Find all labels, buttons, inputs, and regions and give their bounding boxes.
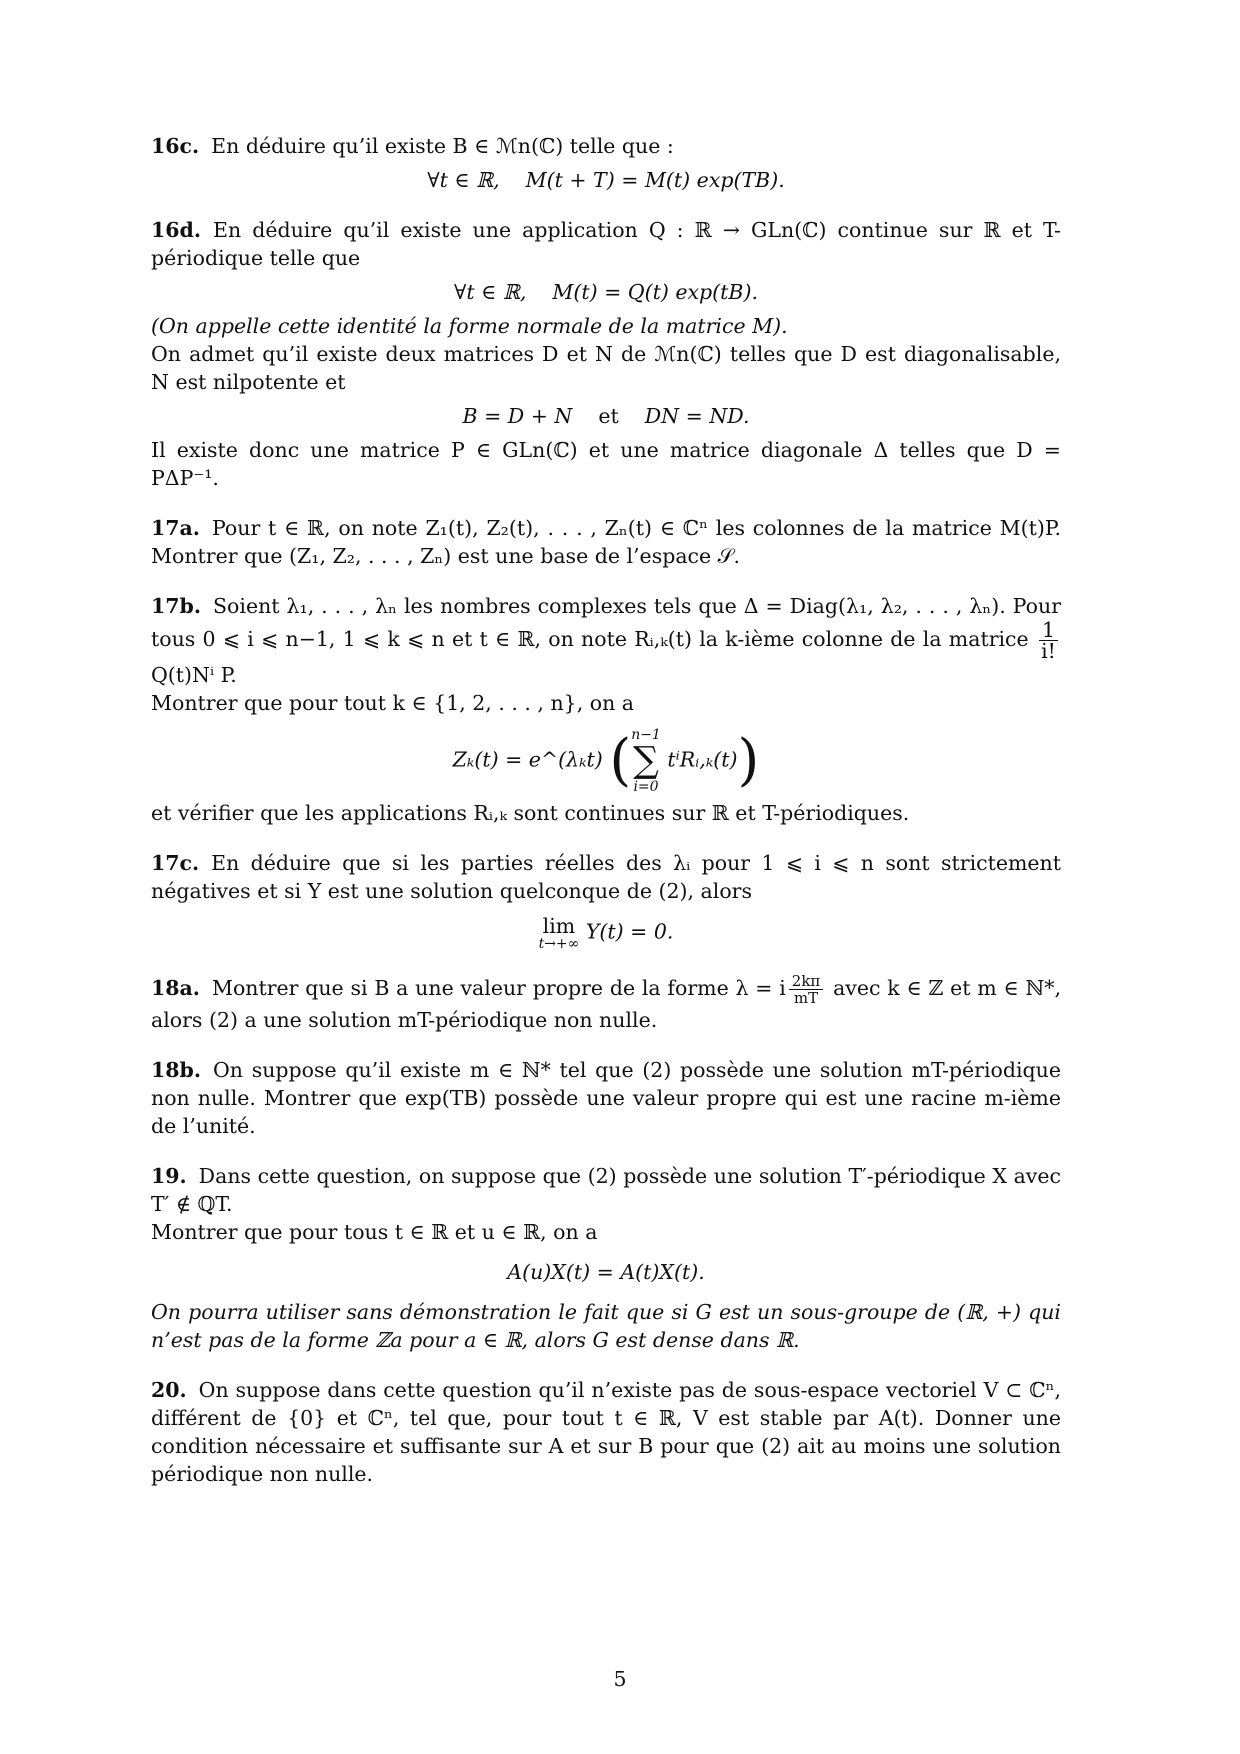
question-text: 19. Dans cette question, on suppose que (2) possède une solution T′-périodique X avec T′ ∉ ℚT. xyxy=(151,1164,1061,1216)
exam-page xyxy=(151,132,1061,1510)
exists-text: Il existe donc une matrice P ∈ GLn(ℂ) et une matrice diagonale Δ telles que D = PΔP⁻¹. xyxy=(151,438,1061,490)
page-number: 5 xyxy=(613,1667,627,1691)
limit-equation: lim t→+∞ Y(t) = 0. xyxy=(538,914,674,952)
question-number: 17b. xyxy=(151,594,201,618)
question-16c xyxy=(151,132,1061,194)
question-18a xyxy=(151,973,1061,1034)
question-number: 19. xyxy=(151,1164,187,1188)
question-number: 18a. xyxy=(151,976,200,1000)
question-text: 17b. Soient λ₁, . . . , λₙ les nombres complexes tels que Δ = Diag(λ₁, λ₂, . . . , λₙ). Pour tous 0 ⩽ i ⩽ n−1, 1 ⩽ k ⩽ n et t ∈ ℝ, on note Rᵢ,ₖ(t) la k-ième colonne de la matrice $\frac{1}{i!}$ Q(t)Nⁱ P. xyxy=(151,594,1061,687)
equation: ∀t ∈ ℝ, M(t) = Q(t) exp(tB). xyxy=(454,280,758,304)
question-number: 20. xyxy=(151,1378,187,1402)
question-text: 20. On suppose dans cette question qu’il n’existe pas de sous-espace vectoriel V ⊂ ℂⁿ, différent de {0} et ℂⁿ, tel que, pour tout t ∈ ℝ, V est stable par A(t). Donner une condition nécessaire et suffisante sur A et sur B pour que (2) ait au moins une solution périodique non nulle. xyxy=(151,1378,1061,1486)
question-text: 16d. En déduire qu’il existe une application Q : ℝ → GLn(ℂ) continue sur ℝ et T-périodique telle que xyxy=(151,218,1061,270)
fraction: $\frac{2k\pi}{mT}$ xyxy=(789,973,824,1006)
equation: A(u)X(t) = A(t)X(t). xyxy=(507,1260,705,1284)
question-text-2: Montrer que pour tous t ∈ ℝ et u ∈ ℝ, on a xyxy=(151,1220,598,1244)
question-number: 17c. xyxy=(151,851,200,875)
hint-text: On pourra utiliser sans démonstration le fait que si G est un sous-groupe de (ℝ, +) qui n’est pas de la forme ℤa pour a ∈ ℝ, alors G est dense dans ℝ. xyxy=(151,1300,1061,1352)
admit-text: On admet qu’il existe deux matrices D et N de ℳn(ℂ) telles que D est diagonalisable, N est nilpotente et xyxy=(151,342,1061,394)
question-text: 17c. En déduire que si les parties réelles des λᵢ pour 1 ⩽ i ⩽ n sont strictement négatives et si Y est une solution quelconque de (2), alors xyxy=(151,851,1061,903)
question-number: 16c. xyxy=(151,134,200,158)
question-number: 18b. xyxy=(151,1058,201,1082)
equation: B = D + N et DN = ND. xyxy=(462,404,750,428)
question-text: 17a. Pour t ∈ ℝ, on note Z₁(t), Z₂(t), . . . , Zₙ(t) ∈ ℂⁿ les colonnes de la matrice M(t)P. Montrer que (Z₁, Z₂, . . . , Zₙ) est une base de l’espace 𝒮. xyxy=(151,516,1061,568)
limit: lim t→+∞ xyxy=(538,914,580,952)
question-text: 18b. On suppose qu’il existe m ∈ ℕ* tel que (2) possède une solution mT-périodique non nulle. Montrer que exp(TB) possède une valeur propre qui est une racine m-ième de l’unité. xyxy=(151,1058,1061,1138)
question-20 xyxy=(151,1376,1061,1488)
question-17c xyxy=(151,849,1061,951)
question-17a xyxy=(151,514,1061,570)
sum-equation: Zₖ(t) = e^(λₖt) ( n−1 ∑ i=0 tⁱRᵢ,ₖ(t)) xyxy=(452,727,760,795)
question-number: 16d. xyxy=(151,218,201,242)
question-number: 17a. xyxy=(151,516,200,540)
summation: n−1 ∑ i=0 xyxy=(631,727,661,795)
question-19 xyxy=(151,1162,1061,1354)
question-18b xyxy=(151,1056,1061,1140)
fraction: $\frac{1}{i!}$ xyxy=(1039,620,1058,661)
question-text-2: Montrer que pour tout k ∈ {1, 2, . . . , n}, on a xyxy=(151,691,635,715)
question-text: 18a. Montrer que si B a une valeur propre de la forme λ = i $\frac{2k\pi}{mT}$ avec k ∈ ℤ et m ∈ ℕ*, alors (2) a une solution mT-périodique non nulle. xyxy=(151,972,1061,1032)
equation: ∀t ∈ ℝ, M(t + T) = M(t) exp(TB). xyxy=(427,168,785,192)
question-17b xyxy=(151,592,1061,827)
question-text-3: et vérifier que les applications Rᵢ,ₖ sont continues sur ℝ et T-périodiques. xyxy=(151,801,910,825)
note-text: (On appelle cette identité la forme normale de la matrice M). xyxy=(151,314,788,338)
question-16d xyxy=(151,216,1061,492)
question-text: 16c. En déduire qu’il existe B ∈ ℳn(ℂ) telle que : xyxy=(151,134,674,158)
